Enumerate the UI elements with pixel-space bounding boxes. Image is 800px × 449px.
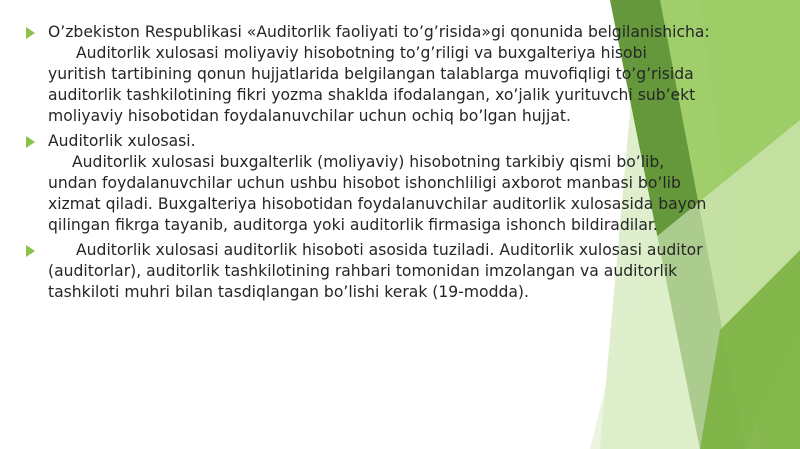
bullet-item-1 (20, 22, 710, 127)
slide-content (20, 22, 710, 307)
item-2-heading: Auditorlik xulosasi. (48, 132, 196, 150)
bullet-item-3 (20, 240, 710, 303)
bullet-triangle-icon (26, 136, 35, 148)
bullet-triangle-icon (26, 27, 35, 39)
bullet-item-2 (20, 131, 710, 236)
item-2-body: Auditorlik xulosasi buxgalterlik (moliyaviy) hisobotning tarkibiy qismi bo’lib, undan foydalanuvchilar uchun ushbu hisobot ishonchliligi axborot manbasi bo’lib xizmat qiladi. Buxgalteriya hisobotidan foydalanuvchilar auditorlik xulosasida bayon qilingan fikrga tayanib, auditorga yoki auditorlik firmasiga ishonch bildiradilar. (48, 153, 707, 234)
item-1-heading: O’zbekiston Respublikasi «Auditorlik faoliyati to’g’risida»gi qonunida belgilanishicha: (48, 23, 710, 41)
item-3-body: Auditorlik xulosasi auditorlik hisoboti asosida tuziladi. Auditorlik xulosasi auditor (auditorlar), auditorlik tashkilotining rahbari tomonidan imzolangan va auditorlik tashkiloti muhri bilan tasdiqlangan bo’lishi kerak (19-modda). (48, 241, 703, 301)
item-1-body: Auditorlik xulosasi moliyaviy hisobotning to’g’riligi va buxgalteriya hisobi yuritish tartibining qonun hujjatlarida belgilangan talablarga muvofiqligi to’g’risida auditorlik tashkilotining fikri yozma shaklda ifodalangan, xo’jalik yurituvchi sub’ekt moliyaviy hisobotidan foydalanuvchilar uchun ochiq bo’lgan hujjat. (48, 44, 696, 125)
bullet-triangle-icon (26, 245, 35, 257)
